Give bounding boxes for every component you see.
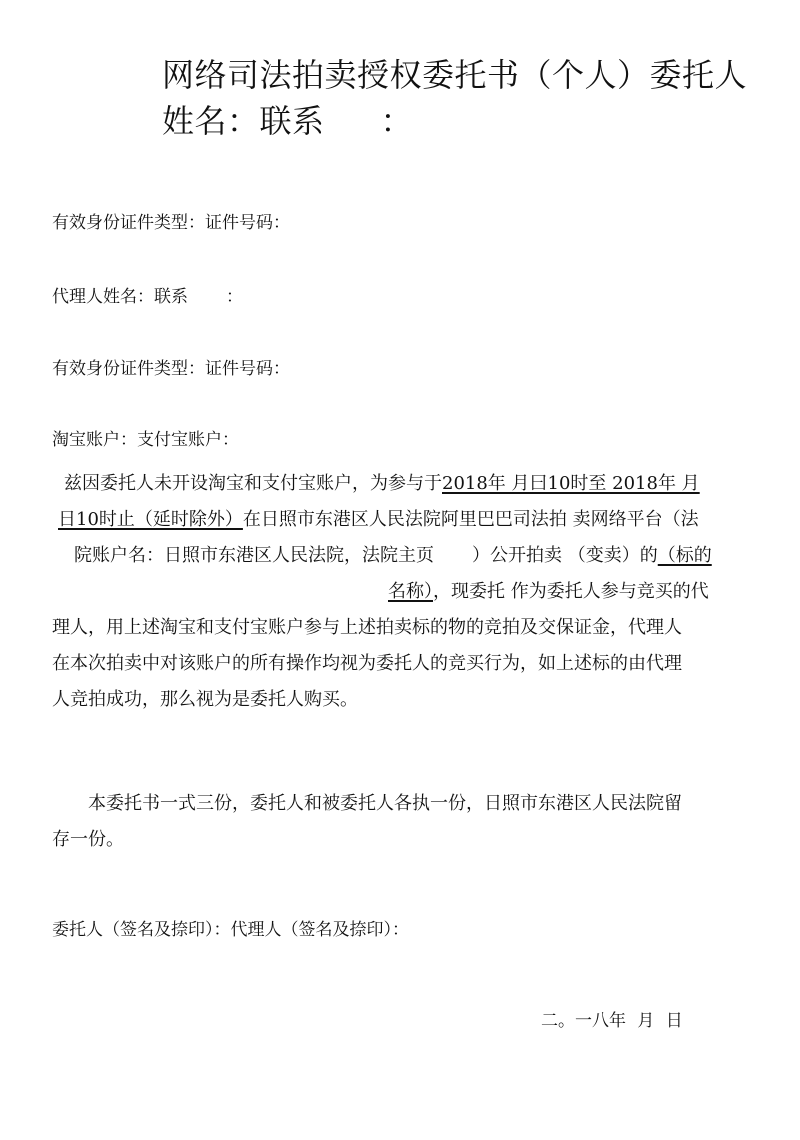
principal-name-contact-label: 姓名：联系 — [162, 102, 325, 140]
agent-contact-colon: ： — [226, 287, 243, 307]
paragraph-line — [52, 538, 757, 574]
agent-id-field: 有效身份证件类型：证件号码： — [52, 359, 290, 379]
signature-line: 委托人（签名及捺印）：代理人（签名及捺印）： — [52, 920, 409, 940]
paragraph-line: 理人，用上述淘宝和支付宝账户参与上述拍卖标的物的竞拍及交保证金，代理人 — [52, 617, 682, 638]
text-span: ，现委托 作为委托人参与竞买的代 — [433, 581, 709, 602]
principal-id-field: 有效身份证件类型：证件号码： — [52, 213, 290, 233]
paragraph-line — [52, 502, 757, 538]
text-span: 兹因委托人未开设淘宝和支付宝账户，为参与于 — [64, 473, 442, 494]
authorization-paragraph — [52, 466, 757, 718]
text-span: ）公开拍卖 （变卖）的 — [472, 545, 658, 566]
text-span: 在日照市东港区人民法院阿里巴巴司法拍 卖网络平台（法 — [242, 509, 699, 530]
agent-name-contact-label: 代理人姓名：联系 — [52, 287, 188, 307]
text-span: 院账户名：日照市东港区人民法院，法院主页 — [74, 545, 434, 566]
auction-item-name-end: 名称） — [388, 581, 433, 602]
title-line-2 — [162, 98, 747, 144]
principal-contact-colon: ： — [380, 102, 414, 140]
auction-end-time: 日10时止（延时除外） — [58, 509, 243, 530]
document-title — [162, 52, 747, 144]
paragraph-line: 存一份。 — [52, 829, 124, 850]
document-date: 二。一八年 月 日 — [541, 1011, 683, 1031]
paragraph-line: 本委托书一式三份，委托人和被委托人各执一份，日照市东港区人民法院留 — [88, 793, 682, 814]
auction-start-period: 2018年 月曰10时至 2018年 月 — [442, 473, 700, 494]
paragraph-line — [52, 574, 757, 610]
copies-paragraph — [52, 786, 757, 858]
paragraph-line: 人竞拍成功，那么视为是委托人购买。 — [52, 689, 358, 710]
title-line-1: 网络司法拍卖授权委托书（个人）委托人 — [162, 56, 748, 94]
paragraph-line — [52, 466, 757, 502]
agent-name-field — [52, 285, 243, 309]
paragraph-line: 在本次拍卖中对该账户的所有操作均视为委托人的竞买行为，如上述标的由代理 — [52, 653, 682, 674]
auction-item-name-start: （标的 — [657, 545, 712, 566]
account-field: 淘宝账户：支付宝账户： — [52, 430, 239, 450]
